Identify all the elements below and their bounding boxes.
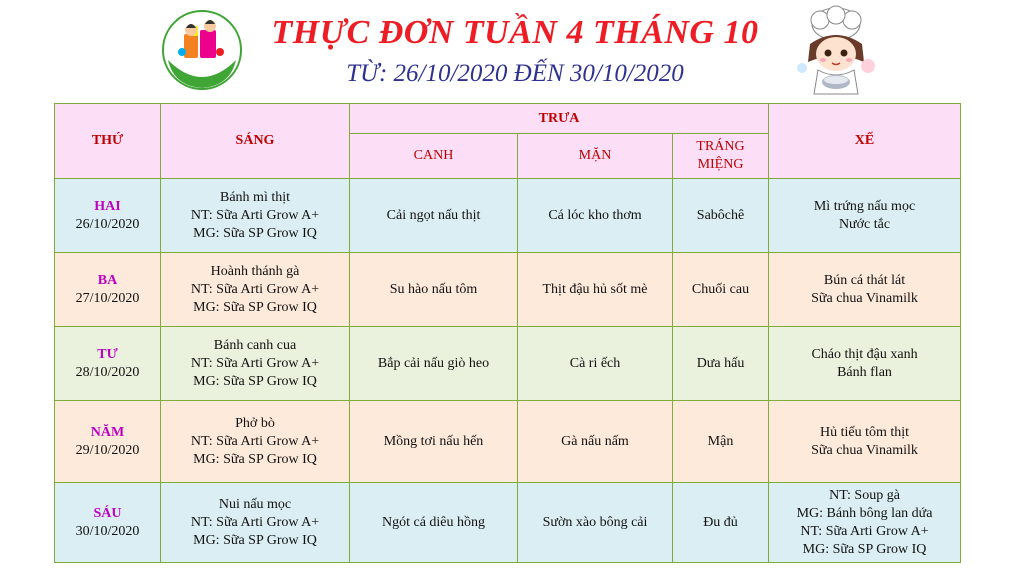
header-thu: THỨ bbox=[55, 104, 161, 179]
canh-cell: Cải ngọt nấu thịt bbox=[350, 179, 518, 253]
xe-line: Cháo thịt đậu xanh bbox=[811, 346, 918, 362]
xe-line: Sữa chua Vinamilk bbox=[811, 290, 918, 306]
day-name: NĂM bbox=[90, 424, 125, 440]
weekly-menu-table bbox=[54, 103, 961, 563]
header-sang: SÁNG bbox=[161, 104, 350, 179]
xe-line: Nước tắc bbox=[838, 216, 891, 232]
sang-cell bbox=[161, 401, 350, 483]
sang-cell bbox=[161, 179, 350, 253]
sang-line: MG: Sữa SP Grow IQ bbox=[193, 532, 317, 548]
xe-line: Hủ tiếu tôm thịt bbox=[819, 424, 910, 440]
header-xe: XẾ bbox=[769, 104, 961, 179]
day-cell bbox=[55, 179, 161, 253]
sang-line: Hoành thánh gà bbox=[210, 263, 300, 279]
day-date: 30/10/2020 bbox=[75, 523, 140, 539]
canh-cell: Ngót cá diêu hồng bbox=[350, 483, 518, 563]
trang-mieng-cell: Dưa hấu bbox=[673, 327, 769, 401]
header-trang-mieng bbox=[673, 134, 769, 179]
table-row bbox=[55, 179, 961, 253]
header-canh: CANH bbox=[350, 134, 518, 179]
xe-line: Bánh flan bbox=[837, 364, 892, 380]
sang-line: NT: Sữa Arti Grow A+ bbox=[190, 207, 320, 223]
man-cell: Cà ri ếch bbox=[518, 327, 673, 401]
xe-cell bbox=[769, 483, 961, 563]
sang-line: MG: Sữa SP Grow IQ bbox=[193, 451, 317, 467]
sang-line: Phở bò bbox=[235, 415, 275, 431]
trang-mieng-cell: Đu đủ bbox=[673, 483, 769, 563]
sang-line: Nui nấu mọc bbox=[218, 496, 292, 512]
xe-line: MG: Sữa SP Grow IQ bbox=[802, 541, 927, 557]
sang-line: Bánh mì thịt bbox=[220, 189, 290, 205]
xe-cell bbox=[769, 179, 961, 253]
sang-line: NT: Sữa Arti Grow A+ bbox=[190, 281, 320, 297]
sang-cell bbox=[161, 327, 350, 401]
sang-line: Bánh canh cua bbox=[213, 337, 297, 353]
day-date: 27/10/2020 bbox=[75, 290, 140, 306]
xe-line: Mì trứng nấu mọc bbox=[813, 198, 916, 214]
xe-line: NT: Soup gà bbox=[829, 487, 900, 503]
trang-mieng-cell: Chuối cau bbox=[673, 253, 769, 327]
canh-cell: Bắp cải nấu giò heo bbox=[350, 327, 518, 401]
sang-line: MG: Sữa SP Grow IQ bbox=[193, 225, 317, 241]
header-trua: TRƯA bbox=[350, 104, 769, 134]
sang-line: MG: Sữa SP Grow IQ bbox=[193, 299, 317, 315]
canh-cell: Su hào nấu tôm bbox=[350, 253, 518, 327]
sang-cell bbox=[161, 253, 350, 327]
day-date: 29/10/2020 bbox=[75, 442, 140, 458]
canh-cell: Mồng tơi nấu hến bbox=[350, 401, 518, 483]
table-row bbox=[55, 483, 961, 563]
man-cell: Thịt đậu hủ sốt mè bbox=[518, 253, 673, 327]
header-man: MẶN bbox=[518, 134, 673, 179]
day-name: SÁU bbox=[93, 505, 122, 521]
page-title: THỰC ĐƠN TUẦN 4 THÁNG 10 bbox=[271, 14, 759, 51]
table-row bbox=[55, 253, 961, 327]
man-cell: Gà nấu nấm bbox=[518, 401, 673, 483]
man-cell: Sườn xào bông cải bbox=[518, 483, 673, 563]
trang-mieng-cell: Mận bbox=[673, 401, 769, 483]
sang-line: NT: Sữa Arti Grow A+ bbox=[190, 355, 320, 371]
day-date: 28/10/2020 bbox=[75, 364, 140, 380]
day-name: HAI bbox=[94, 198, 121, 214]
day-cell bbox=[55, 483, 161, 563]
table-row bbox=[55, 401, 961, 483]
day-cell bbox=[55, 401, 161, 483]
sang-line: NT: Sữa Arti Grow A+ bbox=[190, 514, 320, 530]
table-row bbox=[55, 327, 961, 401]
xe-cell bbox=[769, 401, 961, 483]
day-name: TƯ bbox=[97, 346, 118, 362]
sang-cell bbox=[161, 483, 350, 563]
xe-line: Sữa chua Vinamilk bbox=[811, 442, 918, 458]
trang-mieng-cell: Sabôchê bbox=[673, 179, 769, 253]
xe-line: NT: Sữa Arti Grow A+ bbox=[800, 523, 929, 539]
xe-line: MG: Bánh bông lan dứa bbox=[796, 505, 933, 521]
day-name: BA bbox=[97, 272, 118, 288]
sang-line: NT: Sữa Arti Grow A+ bbox=[190, 433, 320, 449]
xe-cell bbox=[769, 253, 961, 327]
man-cell: Cá lóc kho thơm bbox=[518, 179, 673, 253]
day-cell bbox=[55, 327, 161, 401]
xe-cell bbox=[769, 327, 961, 401]
day-cell bbox=[55, 253, 161, 327]
xe-line: Bún cá thát lát bbox=[823, 272, 906, 288]
header-trang-mieng-line1: TRÁNG bbox=[696, 139, 745, 154]
day-date: 26/10/2020 bbox=[75, 216, 140, 232]
header-trang-mieng-line2: MIỆNG bbox=[697, 157, 744, 172]
date-range-subtitle: TỪ: 26/10/2020 ĐẾN 30/10/2020 bbox=[346, 60, 684, 87]
sang-line: MG: Sữa SP Grow IQ bbox=[193, 373, 317, 389]
